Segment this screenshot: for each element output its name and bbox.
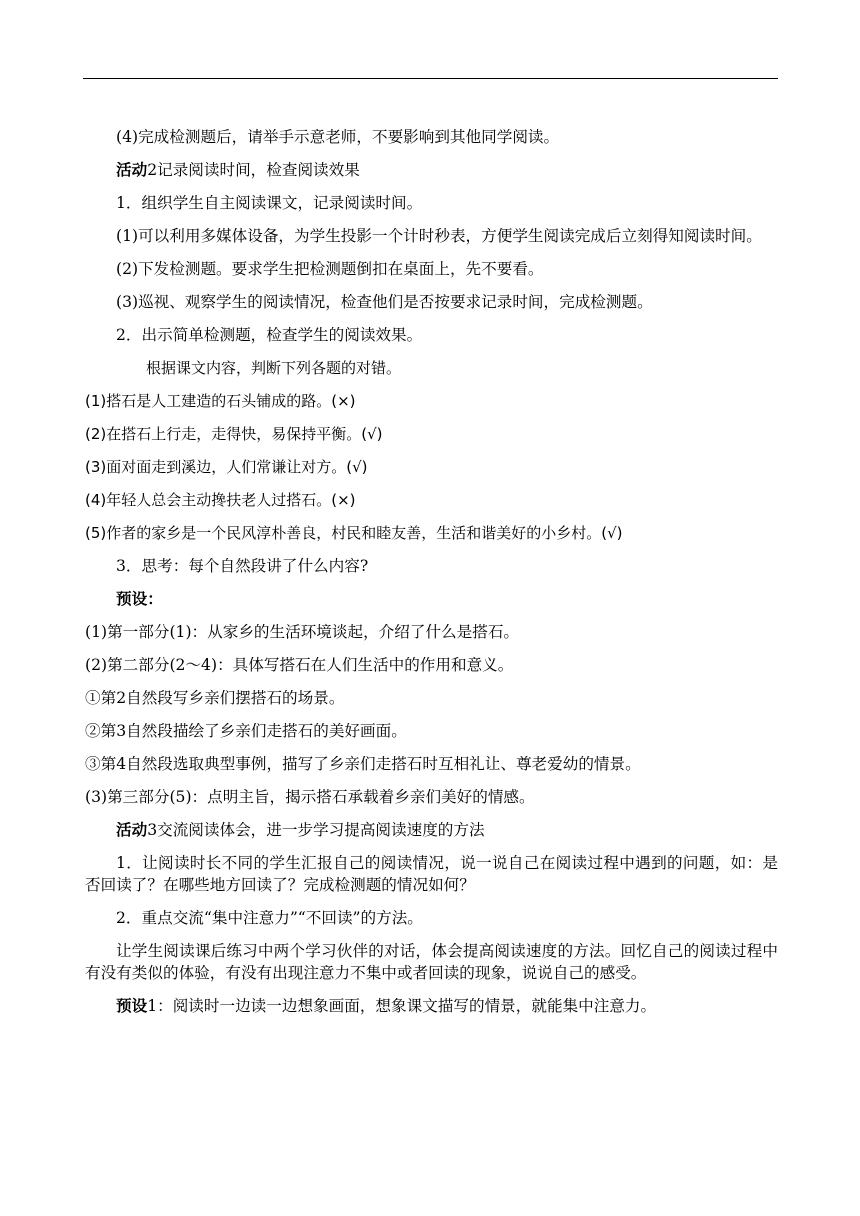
activity-heading: [85, 159, 778, 181]
quiz-item: (4)年轻人总会主动搀扶老人过搭石。(×): [85, 491, 356, 509]
quiz-item: (1)搭石是人工建造的石头铺成的路。(×): [85, 392, 356, 410]
paragraph: 1．让阅读时长不同的学生汇报自己的阅读情况，说一说自己在阅读过程中遇到的问题，如：是否回读了？在哪些地方回读了？完成检测题的情况如何？: [85, 854, 778, 894]
paragraph: (1)第一部分(1)：从家乡的生活环境谈起，介绍了什么是搭石。: [85, 623, 520, 641]
paragraph: 2．重点交流“集中注意力”“不回读”的方法。: [116, 909, 423, 927]
paragraph: (3)第三部分(5)：点明主旨，揭示搭石承载着乡亲们美好的情感。: [85, 788, 535, 806]
paragraph: (2)下发检测题。要求学生把检测题倒扣在桌面上，先不要看。: [116, 260, 544, 278]
paragraph: 让学生阅读课后练习中两个学习伙伴的对话，体会提高阅读速度的方法。回忆自己的阅读过程中有没有类似的体验，有没有出现注意力不集中或者回读的现象，说说自己的感受。: [85, 942, 778, 982]
activity-title: 2记录阅读时间，检查阅读效果: [147, 161, 360, 179]
paragraph: 1．组织学生自主阅读课文，记录阅读时间。: [116, 194, 423, 212]
quiz-instruction: 根据课文内容，判断下列各题的对错。: [146, 359, 402, 377]
quiz-item: (3)面对面走到溪边，人们常谦让对方。(√): [85, 458, 368, 476]
paragraph: (2)第二部分(2～4)：具体写搭石在人们生活中的作用和意义。: [85, 656, 514, 674]
preset-label: 预设: [116, 996, 148, 1015]
paragraph: (1)可以利用多媒体设备，为学生投影一个计时秒表，方便学生阅读完成后立刻得知阅读时间。: [116, 227, 762, 245]
preset-heading: [85, 588, 778, 610]
activity-label: 活动: [116, 820, 148, 839]
activity-heading: [85, 819, 778, 841]
activity-label: 活动: [116, 160, 148, 179]
quiz-item: (2)在搭石上行走，走得快，易保持平衡。(√): [85, 425, 383, 443]
preset-paragraph: 预设1：阅读时一边读一边想象画面，想象课文描写的情景，就能集中注意力。: [116, 996, 657, 1015]
paragraph: 3．思考：每个自然段讲了什么内容?: [116, 557, 369, 575]
header-rule: [83, 78, 778, 79]
paragraph: 2．出示简单检测题，检查学生的阅读效果。: [116, 326, 423, 344]
activity-title: 3交流阅读体会，进一步学习提高阅读速度的方法: [147, 821, 485, 839]
paragraph: (4)完成检测题后，请举手示意老师，不要影响到其他同学阅读。: [116, 128, 560, 146]
quiz-item: (5)作者的家乡是一个民风淳朴善良，村民和睦友善，生活和谐美好的小乡村。(√): [85, 524, 623, 542]
paragraph: ②第3自然段描绘了乡亲们走搭石的美好画面。: [85, 722, 407, 740]
preset-label: 预设：: [116, 589, 163, 608]
paragraph: (3)巡视、观察学生的阅读情况，检查他们是否按要求记录时间，完成检测题。: [116, 293, 653, 311]
document-body: [85, 126, 778, 1017]
paragraph: ①第2自然段写乡亲们摆搭石的场景。: [85, 689, 345, 707]
paragraph: ③第4自然段选取典型事例，描写了乡亲们走搭石时互相礼让、尊老爱幼的情景。: [85, 755, 641, 773]
